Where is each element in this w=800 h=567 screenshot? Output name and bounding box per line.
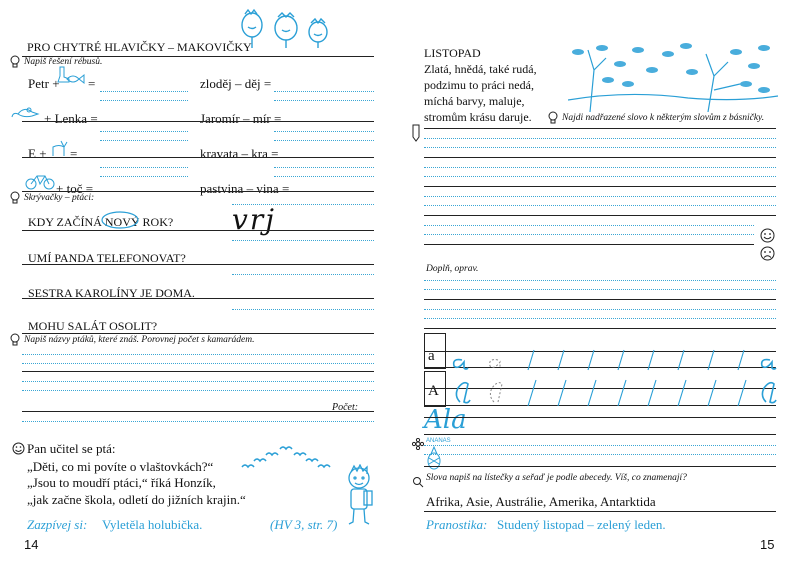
rebus-1-right: zloděj – děj = <box>200 76 272 91</box>
poppy-heads-icon <box>238 8 334 48</box>
sort-words: Afrika, Asie, Austrálie, Amerika, Antarktida <box>426 494 656 509</box>
birds-instruction: Napiš názvy ptáků, které znáš. Porovnej počet s kamarádem. <box>24 335 255 345</box>
rebus-3-left: E + <box>28 146 47 161</box>
circled-word-mark <box>100 210 140 230</box>
lightbulb-icon <box>10 55 20 69</box>
poem-line-1: Zlatá, hnědá, také rudá, <box>424 62 537 76</box>
song-ref: (HV 3, str. 7) <box>270 517 338 532</box>
rebus-4-right: pastvina – vina = <box>200 181 290 196</box>
saying-label: Pranostika: <box>426 517 488 532</box>
flower-icon <box>412 438 424 450</box>
smiley-happy-icon <box>12 442 25 455</box>
swallows-icon <box>238 441 334 473</box>
birds-count-label: Počet: <box>332 402 359 413</box>
page-number-right: 15 <box>760 537 775 552</box>
writing-box-small-letter: a <box>428 348 435 364</box>
cursive-word: Ala <box>424 405 467 435</box>
hidden-sentence-2: UMÍ PANDA TELEFONOVAT? <box>28 251 186 265</box>
rebus-2-left: + Lenka = <box>44 111 98 126</box>
rebus-1-left: Petr + <box>28 76 60 91</box>
rebus-instruction: Napiš řešení rébusů. <box>24 57 103 67</box>
sample-answer: vrj <box>232 203 276 236</box>
fruit-label: ANANAS <box>426 438 451 444</box>
hidden-instruction: Skrývačky – ptáci: <box>24 193 95 203</box>
hidden-sentence-4: MOHU SALÁT OSOLIT? <box>28 319 158 333</box>
section-title: PRO CHYTRÉ HLAVIČKY – MAKOVIČKY <box>27 40 252 54</box>
rebus-3-eq: = <box>70 146 78 161</box>
poem-line-2: podzimu to práci nedá, <box>424 78 534 92</box>
superior-instruction: Najdi nadřazené slovo k některým slovům z básničky. <box>562 113 765 123</box>
rebus-2-right: Jaromír – mír = <box>200 111 282 126</box>
lightbulb-icon <box>10 191 20 205</box>
rebus-1-eq: = <box>88 76 96 91</box>
smiley-happy-icon <box>760 228 775 243</box>
page-number-left: 14 <box>24 537 39 552</box>
sort-instruction: Slova napiš na lístečky a seřaď je podle abecedy. Víš, co znamenají? <box>426 473 687 483</box>
teacher-line-1: Pan učitel se ptá: <box>27 441 116 456</box>
song-text: Vyletěla holubička. <box>102 517 203 532</box>
goat-icon <box>49 138 69 158</box>
hidden-sentence-3: SESTRA KAROLÍNY JE DOMA. <box>28 286 195 300</box>
tree-leaves-icon <box>568 40 778 112</box>
poem-line-4: stromům krásu daruje. <box>424 110 532 124</box>
mouse-icon <box>10 104 44 120</box>
hidden-sentence-1: KDY ZAČÍNÁ NOVÝ ROK? <box>28 215 174 229</box>
poem-title: LISTOPAD <box>424 46 481 60</box>
writing-box-capital-letter: A <box>428 383 439 399</box>
dictation-instruction: Doplň, oprav. <box>426 264 479 274</box>
lightbulb-icon <box>10 333 20 347</box>
smiley-sad-icon <box>760 246 775 261</box>
rebus-4-left: + toč = <box>56 181 94 196</box>
rebus-3-right: kravata – kra = <box>200 146 279 161</box>
right-page <box>400 0 800 567</box>
magnifier-icon <box>412 476 424 488</box>
teacher-line-3: „Jsou to moudří ptáci,“ říká Honzík, <box>27 475 216 490</box>
song-label: Zazpívej si: <box>27 517 88 532</box>
poem-line-3: míchá barvy, maluje, <box>424 94 525 108</box>
boy-icon <box>342 464 376 528</box>
handwriting-practice-slants <box>448 340 778 410</box>
teacher-line-4: „jak začne škola, odletí do jižních krajin.“ <box>27 492 246 507</box>
saying-text: Studený listopad – zelený leden. <box>497 517 666 532</box>
lightbulb-icon <box>548 111 558 125</box>
teacher-line-2: „Děti, co mi povíte o vlaštovkách?“ <box>27 459 214 474</box>
bicycle-icon <box>24 172 56 190</box>
fish-icon <box>65 73 85 85</box>
pencil-icon <box>410 124 422 142</box>
